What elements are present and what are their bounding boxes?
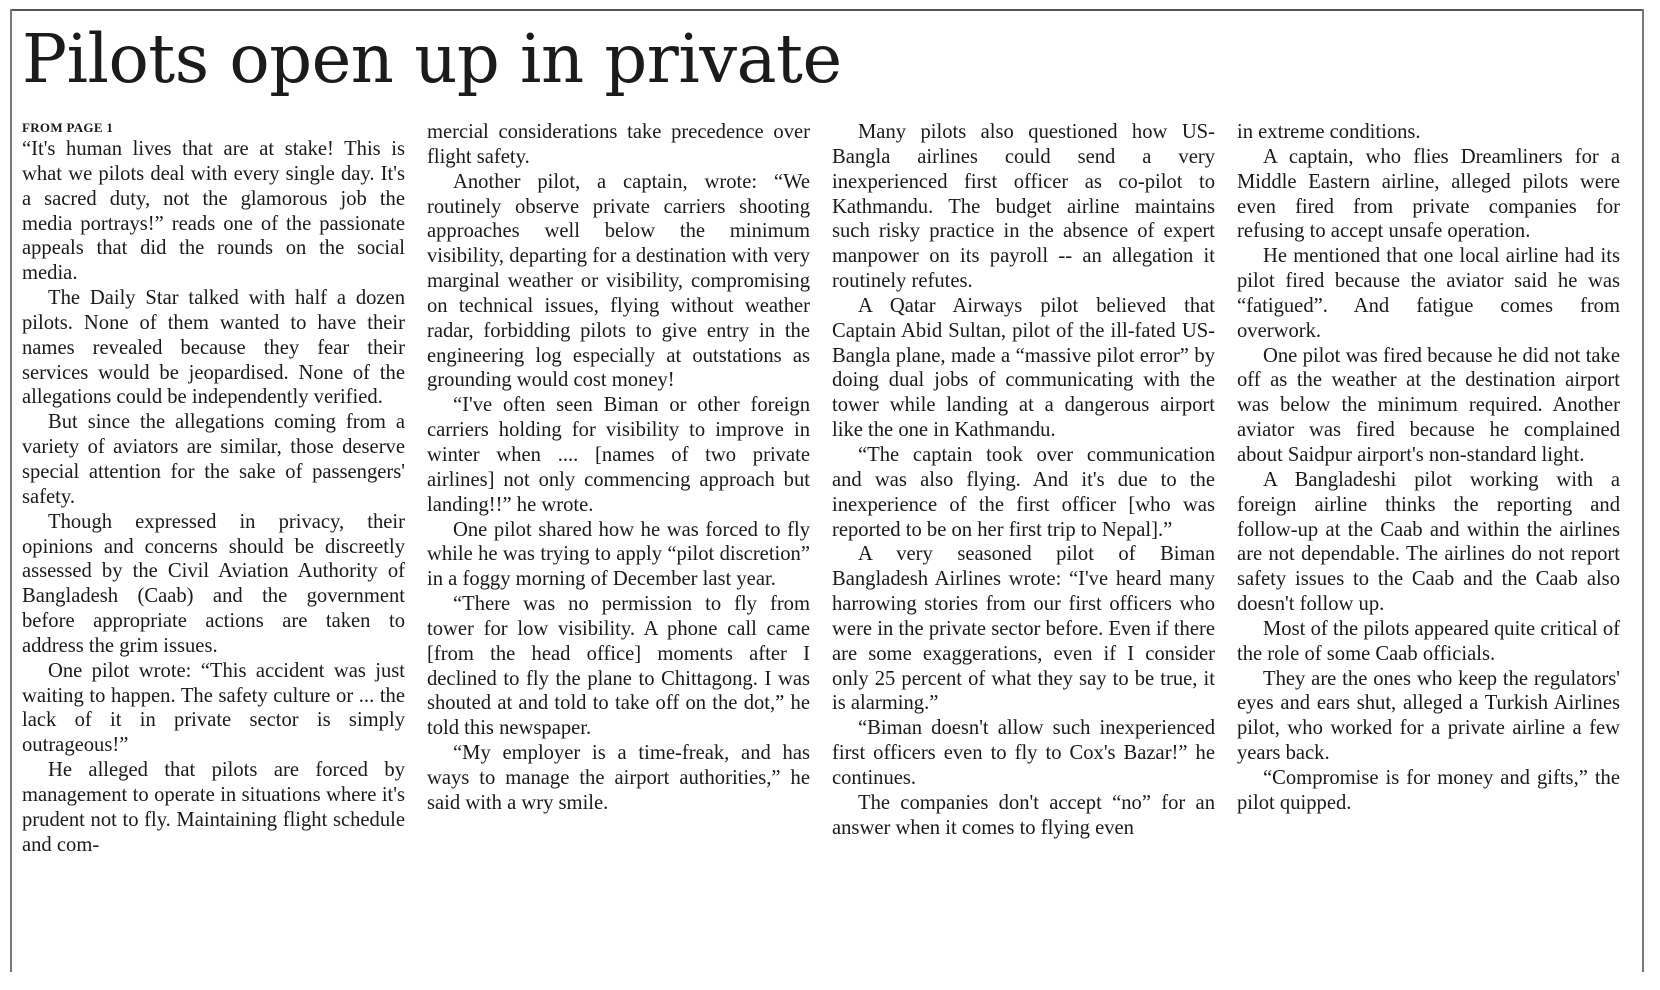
paragraph: A Qatar Airways pilot believed that Captain Abid Sultan, pilot of the ill-fated US-Bangla plane, made a “massive pilot error” by doing dual jobs of communicating with the tower while landing at a dangerous airport like the one in Kathmandu.: [832, 294, 1215, 442]
paragraph: They are the ones who keep the regulators' eyes and ears shut, alleged a Turkish Airlines pilot, who worked for a private airline a few years back.: [1237, 667, 1620, 765]
paragraph: “Compromise is for money and gifts,” the pilot quipped.: [1237, 766, 1620, 814]
top-rule: [10, 9, 1644, 11]
paragraph: Though expressed in privacy, their opinions and concerns should be discreetly assessed by the Civil Aviation Authority of Bangladesh (Caab) and the government before appropriate actions are taken to address the grim issues.: [22, 510, 405, 657]
paragraph: Most of the pilots appeared quite critical of the role of some Caab officials.: [1237, 617, 1620, 665]
paragraph: “It's human lives that are at stake! This is what we pilots deal with every single day. It's a sacred duty, not the glamorous job the media portrays!” reads one of the passionate appeals that did the rounds on the social media.: [22, 138, 405, 285]
article-column-2: [427, 120, 810, 857]
paragraph: A Bangladeshi pilot working with a foreign airline thinks the reporting and follow-up at the Caab and within the airlines are not dependable. The airlines do not report safety issues to the Caab and the Caab also doesn't follow up.: [1237, 468, 1620, 616]
jump-line: FROM PAGE 1: [22, 120, 114, 135]
paragraph: He alleged that pilots are forced by management to operate in situations where it's prudent not to fly. Maintaining flight schedule and com-: [22, 759, 405, 856]
paragraph: Another pilot, a captain, wrote: “We routinely observe private carriers shooting approaches well below the minimum visibility, departing for a destination with very marginal weather or visibility, compromising on technical issues, flying without weather radar, forbidding pilots to give entry in the engineering log especially at outstations as grounding would cost money!: [427, 170, 810, 392]
right-rule: [1642, 9, 1644, 972]
paragraph: mercial considerations take precedence over flight safety.: [427, 121, 810, 168]
paragraph: The Daily Star talked with half a dozen pilots. None of them wanted to have their names revealed because they fear their services would be jeopardised. None of the allegations could be independently verified.: [22, 287, 405, 409]
article-body: [22, 120, 1620, 857]
article-column-4: [1237, 120, 1620, 857]
paragraph: “Biman doesn't allow such inexperienced first officers even to fly to Cox's Bazar!” he continues.: [832, 717, 1215, 789]
paragraph: He mentioned that one local airline had its pilot fired because the aviator said he was “fatigued”. And fatigue comes from overwork.: [1237, 245, 1620, 342]
paragraph: “My employer is a time-freak, and has ways to manage the airport authorities,” he said with a wry smile.: [427, 742, 810, 814]
left-rule: [10, 9, 12, 972]
paragraph: “There was no permission to fly from tower for low visibility. A phone call came [from the head office] moments after I declined to fly the plane to Chittagong. I was shouted at and told to take off on the dot,” he told this newspaper.: [427, 593, 810, 740]
paragraph: A very seasoned pilot of Biman Bangladesh Airlines wrote: “I've heard many harrowing stories from our first officers who were in the private sector before. Even if there are some exaggerations, even if I consider only 25 percent of what they say to be true, it is alarming.”: [832, 543, 1215, 715]
paragraph: The companies don't accept “no” for an answer when it comes to flying even: [832, 791, 1215, 839]
paragraph: Many pilots also questioned how US-Bangla airlines could send a very inexperienced first officer as co-pilot to Kathmandu. The budget airline maintains such risky practice in the absence of expert manpower on its payroll -- an allegation it routinely refutes.: [832, 121, 1215, 293]
paragraph: A captain, who flies Dreamliners for a Middle Eastern airline, alleged pilots were even fired from private companies for refusing to accept unsafe operation.: [1237, 145, 1620, 243]
article-column-3: [832, 120, 1215, 857]
article-column-1: [22, 120, 405, 857]
paragraph: One pilot wrote: “This accident was just waiting to happen. The safety culture or ... the lack of it in private sector is simply outrageous!”: [22, 659, 405, 757]
paragraph: “The captain took over communication and was also flying. And it's due to the inexperience of the first officer [who was reported to be on her first trip to Nepal].”: [832, 443, 1215, 541]
headline: Pilots open up in private: [22, 20, 842, 98]
paragraph: “I've often seen Biman or other foreign carriers holding for visibility to improve in winter when .... [names of two private airlines] not only commencing approach but landing!!” he wrote.: [427, 394, 810, 516]
paragraph: One pilot shared how he was forced to fly while he was trying to apply “pilot discretion” in a foggy morning of December last year.: [427, 518, 810, 591]
paragraph: One pilot was fired because he did not take off as the weather at the destination airport was below the minimum required. Another aviator was fired because he complained about Saidpur airport's non-standard light.: [1237, 344, 1620, 466]
paragraph: But since the allegations coming from a variety of aviators are similar, those deserve special attention for the sake of passengers' safety.: [22, 411, 405, 508]
paragraph: in extreme conditions.: [1237, 121, 1421, 143]
